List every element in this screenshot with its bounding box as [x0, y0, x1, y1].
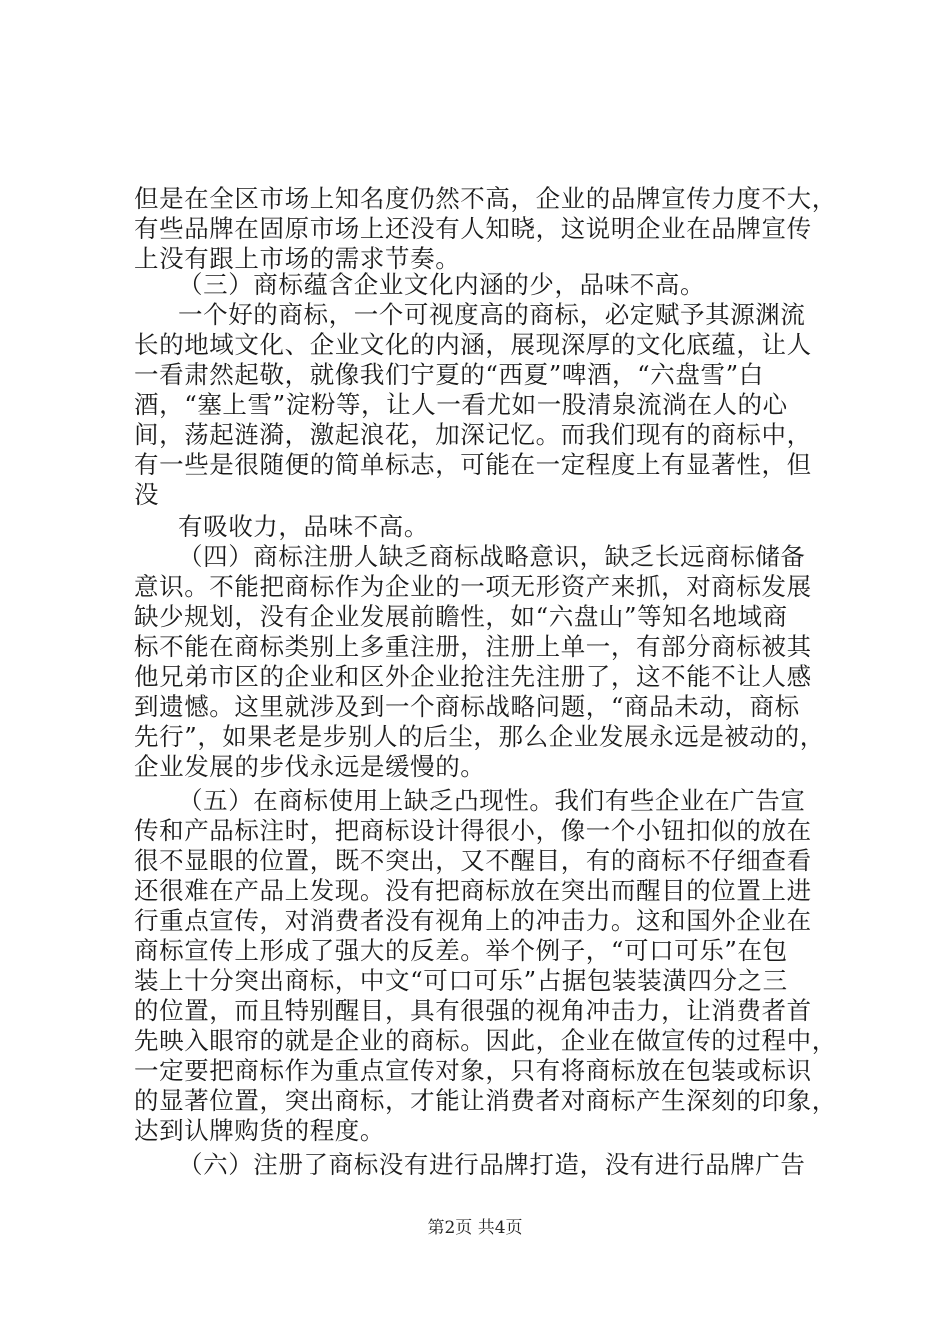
text-line: 一个好的商标，一个可视度高的商标，必定赋予其源渊流 [178, 300, 806, 329]
text-line: 有一些是很随便的简单标志，可能在一定程度上有显著性，但 [134, 450, 812, 479]
text-line: 没 [134, 480, 160, 509]
page-number-footer: 第2页 共4页 [427, 1218, 523, 1238]
text-line: 长的地域文化、企业文化的内涵，展现深厚的文化底蕴，让人 [134, 330, 812, 359]
text-line: 但是在全区市场上知名度仍然不高，企业的品牌宣传力度不大， [134, 184, 837, 213]
section-heading: （三）商标蕴含企业文化内涵的少，品味不高。 [178, 270, 706, 299]
text-line: 标不能在商标类别上多重注册，注册上单一，有部分商标被其 [134, 632, 812, 661]
text-line: 装上十分突出商标，中文“可口可乐”占据包装装潢四分之三 [134, 966, 788, 995]
text-line: 到遗憾。这里就涉及到一个商标战略问题，“商品未动，商标 [134, 692, 800, 721]
text-line: 有些品牌在固原市场上还没有人知晓，这说明企业在品牌宣传 [134, 214, 812, 243]
text-line: 间，荡起涟漪，激起浪花，加深记忆。而我们现有的商标中， [134, 420, 812, 449]
text-line: 很不显眼的位置，既不突出，又不醒目，有的商标不仔细查看 [134, 846, 812, 875]
text-line: 传和产品标注时，把商标设计得很小，像一个小钮扣似的放在 [134, 816, 812, 845]
text-line: 缺少规划，没有企业发展前瞻性，如“六盘山”等知名地域商 [134, 602, 788, 631]
text-line: 一定要把商标作为重点宣传对象，只有将商标放在包装或标识 [134, 1056, 812, 1085]
text-line: 企业发展的步伐永远是缓慢的。 [134, 752, 486, 781]
text-line: 行重点宣传，对消费者没有视角上的冲击力。这和国外企业在 [134, 906, 812, 935]
text-line: 一看肃然起敬，就像我们宁夏的“西夏”啤酒，“六盘雪”白 [134, 360, 764, 389]
text-line: 上没有跟上市场的需求节奏。 [134, 244, 461, 273]
text-line: 意识。不能把商标作为企业的一项无形资产来抓，对商标发展 [134, 572, 812, 601]
text-line: 先行”，如果老是步别人的后尘，那么企业发展永远是被动的， [134, 722, 825, 751]
text-line: 商标宣传上形成了强大的反差。举个例子，“可口可乐”在包 [134, 936, 788, 965]
text-line: 的位置，而且特别醒目，具有很强的视角冲击力，让消费者首 [134, 996, 812, 1025]
text-line: 酒，“塞上雪”淀粉等，让人一看尤如一股清泉流淌在人的心 [134, 390, 788, 419]
text-line: 有吸收力，品味不高。 [178, 512, 429, 541]
text-line: 达到认牌购货的程度。 [134, 1116, 385, 1145]
section-heading: （四）商标注册人缺乏商标战略意识，缺乏长远商标储备 [178, 542, 806, 571]
text-line: 的显著位置，突出商标，才能让消费者对商标产生深刻的印象， [134, 1086, 837, 1115]
text-line: 先映入眼帘的就是企业的商标。因此，企业在做宣传的过程中， [134, 1026, 837, 1055]
text-line: 还很难在产品上发现。没有把商标放在突出而醒目的位置上进 [134, 876, 812, 905]
text-line: 他兄弟市区的企业和区外企业抢注先注册了，这不能不让人感 [134, 662, 812, 691]
section-heading: （五）在商标使用上缺乏凸现性。我们有些企业在广告宣 [178, 786, 806, 815]
section-heading: （六）注册了商标没有进行品牌打造，没有进行品牌广告 [178, 1150, 806, 1179]
